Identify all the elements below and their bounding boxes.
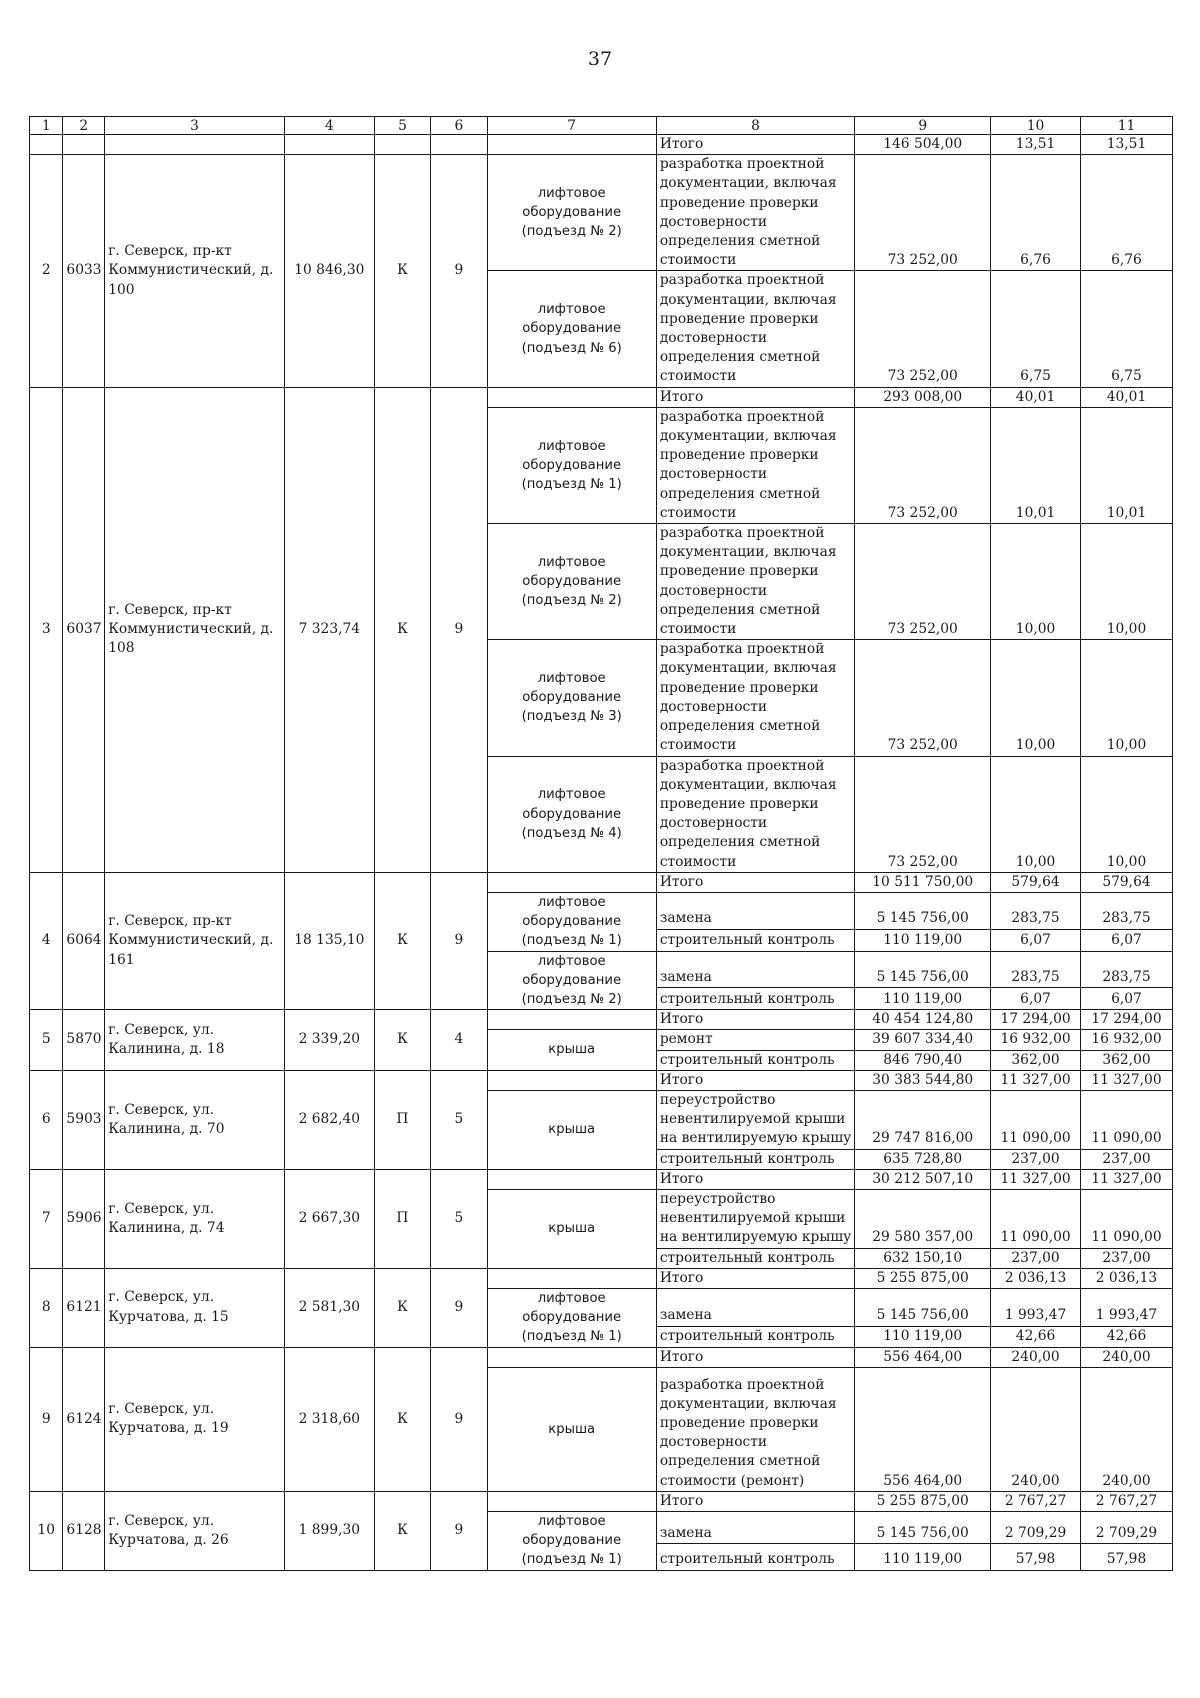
work-type: разработка проектной документации, включая проведение проверки достоверности определения сметной стоимости: [656, 640, 855, 756]
total-label: Итого: [656, 387, 855, 407]
work-cost: 73 252,00: [855, 524, 991, 640]
element-cell-empty: [487, 1010, 656, 1030]
work-type: переустройство невентилируемой крыши на вентилируемую крышу: [656, 1189, 855, 1248]
house-class: К: [374, 1491, 430, 1570]
house-number: 5: [30, 1010, 63, 1071]
house-code: 5903: [63, 1070, 105, 1169]
work-type: строительный контроль: [656, 1326, 855, 1347]
element-cell-empty: [487, 387, 656, 407]
house-class: К: [374, 387, 430, 872]
total-limit-per-sqm: 40,01: [1080, 387, 1172, 407]
work-cost: 5 145 756,00: [855, 1288, 991, 1326]
structural-element: лифтовое оборудование (подъезд № 2): [487, 524, 656, 640]
cost-per-sqm: 10,00: [991, 756, 1081, 872]
work-cost: 110 119,00: [855, 988, 991, 1010]
house-area: 2 682,40: [284, 1070, 374, 1169]
cost-per-sqm: 11 090,00: [991, 1090, 1081, 1149]
cost-per-sqm: 1 993,47: [991, 1288, 1081, 1326]
house-code: 6064: [63, 872, 105, 1009]
work-type: разработка проектной документации, включая проведение проверки достоверности определения сметной стоимости: [656, 155, 855, 271]
work-type: строительный контроль: [656, 929, 855, 951]
house-floors: 9: [431, 387, 487, 872]
work-type: замена: [656, 892, 855, 929]
cost-per-sqm: 16 932,00: [991, 1030, 1081, 1050]
total-cost: 40 454 124,80: [855, 1010, 991, 1030]
limit-per-sqm: 1 993,47: [1080, 1288, 1172, 1326]
column-header-2: 2: [63, 117, 105, 135]
work-type: ремонт: [656, 1030, 855, 1050]
cost-per-sqm: 362,00: [991, 1050, 1081, 1070]
total-cost: 5 255 875,00: [855, 1268, 991, 1288]
work-type: строительный контроль: [656, 1149, 855, 1169]
house-code: 6124: [63, 1347, 105, 1491]
column-header-7: 7: [487, 117, 656, 135]
house-number: 7: [30, 1169, 63, 1268]
structural-element: лифтовое оборудование (подъезд № 1): [487, 892, 656, 951]
house-code: 6033: [63, 155, 105, 387]
house-area: 7 323,74: [284, 387, 374, 872]
element-cell-empty: [487, 1347, 656, 1367]
work-cost: 110 119,00: [855, 1543, 991, 1570]
limit-per-sqm: 283,75: [1080, 951, 1172, 988]
work-cost: 39 607 334,40: [855, 1030, 991, 1050]
cost-per-sqm: 10,01: [991, 407, 1081, 523]
column-number-header: [30, 117, 1173, 135]
house-class: К: [374, 872, 430, 1009]
cost-per-sqm: 57,98: [991, 1543, 1081, 1570]
total-label: Итого: [656, 872, 855, 892]
total-limit-per-sqm: 11 327,00: [1080, 1070, 1172, 1090]
column-header-4: 4: [284, 117, 374, 135]
column-header-5: 5: [374, 117, 430, 135]
house-address: г. Северск, ул. Курчатова, д. 15: [105, 1268, 285, 1347]
house-area: 2 667,30: [284, 1169, 374, 1268]
house-number: 8: [30, 1268, 63, 1347]
limit-per-sqm: 6,76: [1080, 155, 1172, 271]
house-address: г. Северск, ул. Калинина, д. 74: [105, 1169, 285, 1268]
house-area: 2 318,60: [284, 1347, 374, 1491]
structural-element: лифтовое оборудование (подъезд № 6): [487, 271, 656, 387]
column-header-10: 10: [991, 117, 1081, 135]
work-cost: 29 580 357,00: [855, 1189, 991, 1248]
total-cost-per-sqm: 40,01: [991, 387, 1081, 407]
column-header-8: 8: [656, 117, 855, 135]
structural-element: лифтовое оборудование (подъезд № 2): [487, 951, 656, 1010]
house-number: 9: [30, 1347, 63, 1491]
element-cell-empty: [487, 135, 656, 155]
continuation-cell: [284, 135, 374, 155]
limit-per-sqm: 2 709,29: [1080, 1512, 1172, 1544]
house-floors: 4: [431, 1010, 487, 1071]
total-limit-per-sqm: 2 767,27: [1080, 1491, 1172, 1511]
limit-per-sqm: 237,00: [1080, 1248, 1172, 1268]
total-label: Итого: [656, 1491, 855, 1511]
work-type: строительный контроль: [656, 1050, 855, 1070]
house-floors: 9: [431, 1347, 487, 1491]
work-cost: 73 252,00: [855, 756, 991, 872]
limit-per-sqm: 6,75: [1080, 271, 1172, 387]
limit-per-sqm: 16 932,00: [1080, 1030, 1172, 1050]
table-row: [30, 387, 1173, 407]
total-limit-per-sqm: 11 327,00: [1080, 1169, 1172, 1189]
house-address: г. Северск, ул. Калинина, д. 70: [105, 1070, 285, 1169]
work-type: строительный контроль: [656, 988, 855, 1010]
total-limit-per-sqm: 240,00: [1080, 1347, 1172, 1367]
total-cost-per-sqm: 2 767,27: [991, 1491, 1081, 1511]
limit-per-sqm: 10,00: [1080, 640, 1172, 756]
total-cost: 556 464,00: [855, 1347, 991, 1367]
house-number: 6: [30, 1070, 63, 1169]
element-cell-empty: [487, 1491, 656, 1511]
structural-element: лифтовое оборудование (подъезд № 3): [487, 640, 656, 756]
limit-per-sqm: 240,00: [1080, 1367, 1172, 1491]
house-class: К: [374, 155, 430, 387]
work-cost: 110 119,00: [855, 1326, 991, 1347]
element-cell-empty: [487, 1169, 656, 1189]
total-cost: 293 008,00: [855, 387, 991, 407]
house-number: 4: [30, 872, 63, 1009]
work-cost: 73 252,00: [855, 271, 991, 387]
total-limit-per-sqm: 579,64: [1080, 872, 1172, 892]
work-type: строительный контроль: [656, 1543, 855, 1570]
house-address: г. Северск, ул. Курчатова, д. 26: [105, 1491, 285, 1570]
cost-per-sqm: 6,07: [991, 988, 1081, 1010]
total-label: Итого: [656, 1268, 855, 1288]
table-row: [30, 1491, 1173, 1511]
house-address: г. Северск, пр-кт Коммунистический, д. 161: [105, 872, 285, 1009]
page-number: 37: [587, 48, 613, 70]
element-cell-empty: [487, 1268, 656, 1288]
house-class: К: [374, 1347, 430, 1491]
column-header-6: 6: [431, 117, 487, 135]
limit-per-sqm: 6,07: [1080, 988, 1172, 1010]
table-row: [30, 1070, 1173, 1090]
house-code: 5870: [63, 1010, 105, 1071]
element-cell-empty: [487, 872, 656, 892]
column-header-11: 11: [1080, 117, 1172, 135]
work-cost: 5 145 756,00: [855, 1512, 991, 1544]
work-cost: 635 728,80: [855, 1149, 991, 1169]
work-cost: 29 747 816,00: [855, 1090, 991, 1149]
work-type: замена: [656, 1512, 855, 1544]
work-type: строительный контроль: [656, 1248, 855, 1268]
total-cost-per-sqm: 11 327,00: [991, 1070, 1081, 1090]
house-floors: 5: [431, 1070, 487, 1169]
cost-per-sqm: 10,00: [991, 640, 1081, 756]
table-row: [30, 155, 1173, 271]
house-floors: 9: [431, 1491, 487, 1570]
structural-element: лифтовое оборудование (подъезд № 1): [487, 407, 656, 523]
limit-per-sqm: 362,00: [1080, 1050, 1172, 1070]
house-class: П: [374, 1070, 430, 1169]
limit-per-sqm: 42,66: [1080, 1326, 1172, 1347]
repair-schedule-table: [29, 116, 1173, 1571]
house-address: г. Северск, ул. Калинина, д. 18: [105, 1010, 285, 1071]
total-cost-per-sqm: 17 294,00: [991, 1010, 1081, 1030]
house-number: 2: [30, 155, 63, 387]
limit-per-sqm: 10,00: [1080, 524, 1172, 640]
total-cost-per-sqm: 240,00: [991, 1347, 1081, 1367]
cost-per-sqm: 11 090,00: [991, 1189, 1081, 1248]
house-floors: 5: [431, 1169, 487, 1268]
total-label: Итого: [656, 1010, 855, 1030]
house-address: г. Северск, пр-кт Коммунистический, д. 100: [105, 155, 285, 387]
cost-per-sqm: 6,07: [991, 929, 1081, 951]
work-type: разработка проектной документации, включая проведение проверки достоверности определения сметной стоимости: [656, 524, 855, 640]
work-cost: 846 790,40: [855, 1050, 991, 1070]
continuation-cell: [374, 135, 430, 155]
house-area: 2 339,20: [284, 1010, 374, 1071]
house-number: 3: [30, 387, 63, 872]
total-label: Итого: [656, 1169, 855, 1189]
total-label: Итого: [656, 1347, 855, 1367]
total-label: Итого: [656, 135, 855, 155]
work-type: разработка проектной документации, включая проведение проверки достоверности определения сметной стоимости: [656, 756, 855, 872]
cost-per-sqm: 2 709,29: [991, 1512, 1081, 1544]
column-header-9: 9: [855, 117, 991, 135]
table-row: [30, 1268, 1173, 1288]
cost-per-sqm: 10,00: [991, 524, 1081, 640]
total-cost: 10 511 750,00: [855, 872, 991, 892]
house-code: 6037: [63, 387, 105, 872]
total-cost-per-sqm: 13,51: [991, 135, 1081, 155]
total-cost: 30 212 507,10: [855, 1169, 991, 1189]
work-cost: 73 252,00: [855, 155, 991, 271]
house-code: 5906: [63, 1169, 105, 1268]
work-type: разработка проектной документации, включая проведение проверки достоверности определения сметной стоимости (ремонт): [656, 1367, 855, 1491]
total-limit-per-sqm: 2 036,13: [1080, 1268, 1172, 1288]
cost-per-sqm: 283,75: [991, 951, 1081, 988]
work-type: переустройство невентилируемой крыши на вентилируемую крышу: [656, 1090, 855, 1149]
work-cost: 73 252,00: [855, 640, 991, 756]
limit-per-sqm: 6,07: [1080, 929, 1172, 951]
house-address: г. Северск, ул. Курчатова, д. 19: [105, 1347, 285, 1491]
house-number: 10: [30, 1491, 63, 1570]
structural-element: крыша: [487, 1030, 656, 1070]
house-floors: 9: [431, 155, 487, 387]
structural-element: лифтовое оборудование (подъезд № 1): [487, 1512, 656, 1571]
cost-per-sqm: 237,00: [991, 1149, 1081, 1169]
total-label: Итого: [656, 1070, 855, 1090]
total-cost-per-sqm: 11 327,00: [991, 1169, 1081, 1189]
cost-per-sqm: 240,00: [991, 1367, 1081, 1491]
limit-per-sqm: 11 090,00: [1080, 1189, 1172, 1248]
house-class: П: [374, 1169, 430, 1268]
cost-per-sqm: 6,76: [991, 155, 1081, 271]
total-cost-per-sqm: 2 036,13: [991, 1268, 1081, 1288]
total-cost: 30 383 544,80: [855, 1070, 991, 1090]
cost-per-sqm: 283,75: [991, 892, 1081, 929]
limit-per-sqm: 237,00: [1080, 1149, 1172, 1169]
total-cost: 146 504,00: [855, 135, 991, 155]
cost-per-sqm: 237,00: [991, 1248, 1081, 1268]
house-code: 6128: [63, 1491, 105, 1570]
structural-element: крыша: [487, 1367, 656, 1491]
work-type: замена: [656, 1288, 855, 1326]
structural-element: лифтовое оборудование (подъезд № 2): [487, 155, 656, 271]
total-limit-per-sqm: 17 294,00: [1080, 1010, 1172, 1030]
structural-element: лифтовое оборудование (подъезд № 1): [487, 1288, 656, 1347]
work-type: замена: [656, 951, 855, 988]
element-cell-empty: [487, 1070, 656, 1090]
cost-per-sqm: 6,75: [991, 271, 1081, 387]
work-type: разработка проектной документации, включая проведение проверки достоверности определения сметной стоимости: [656, 271, 855, 387]
house-address: г. Северск, пр-кт Коммунистический, д. 108: [105, 387, 285, 872]
house-area: 18 135,10: [284, 872, 374, 1009]
limit-per-sqm: 11 090,00: [1080, 1090, 1172, 1149]
table-row: [30, 1347, 1173, 1367]
house-floors: 9: [431, 1268, 487, 1347]
limit-per-sqm: 57,98: [1080, 1543, 1172, 1570]
house-code: 6121: [63, 1268, 105, 1347]
house-area: 1 899,30: [284, 1491, 374, 1570]
house-floors: 9: [431, 872, 487, 1009]
table-row: [30, 1169, 1173, 1189]
total-cost-per-sqm: 579,64: [991, 872, 1081, 892]
work-cost: 5 145 756,00: [855, 892, 991, 929]
work-type: разработка проектной документации, включая проведение проверки достоверности определения сметной стоимости: [656, 407, 855, 523]
column-header-1: 1: [30, 117, 63, 135]
work-cost: 632 150,10: [855, 1248, 991, 1268]
structural-element: крыша: [487, 1090, 656, 1169]
continuation-cell: [105, 135, 285, 155]
house-area: 2 581,30: [284, 1268, 374, 1347]
column-header-3: 3: [105, 117, 285, 135]
total-limit-per-sqm: 13,51: [1080, 135, 1172, 155]
continuation-cell: [30, 135, 63, 155]
house-class: К: [374, 1010, 430, 1071]
work-cost: 556 464,00: [855, 1367, 991, 1491]
structural-element: лифтовое оборудование (подъезд № 4): [487, 756, 656, 872]
house-area: 10 846,30: [284, 155, 374, 387]
table-row: [30, 872, 1173, 892]
table-row: [30, 135, 1173, 155]
limit-per-sqm: 283,75: [1080, 892, 1172, 929]
cost-per-sqm: 42,66: [991, 1326, 1081, 1347]
table-row: [30, 1010, 1173, 1030]
house-class: К: [374, 1268, 430, 1347]
total-cost: 5 255 875,00: [855, 1491, 991, 1511]
work-cost: 73 252,00: [855, 407, 991, 523]
continuation-cell: [431, 135, 487, 155]
work-cost: 5 145 756,00: [855, 951, 991, 988]
limit-per-sqm: 10,00: [1080, 756, 1172, 872]
structural-element: крыша: [487, 1189, 656, 1268]
continuation-cell: [63, 135, 105, 155]
work-cost: 110 119,00: [855, 929, 991, 951]
limit-per-sqm: 10,01: [1080, 407, 1172, 523]
